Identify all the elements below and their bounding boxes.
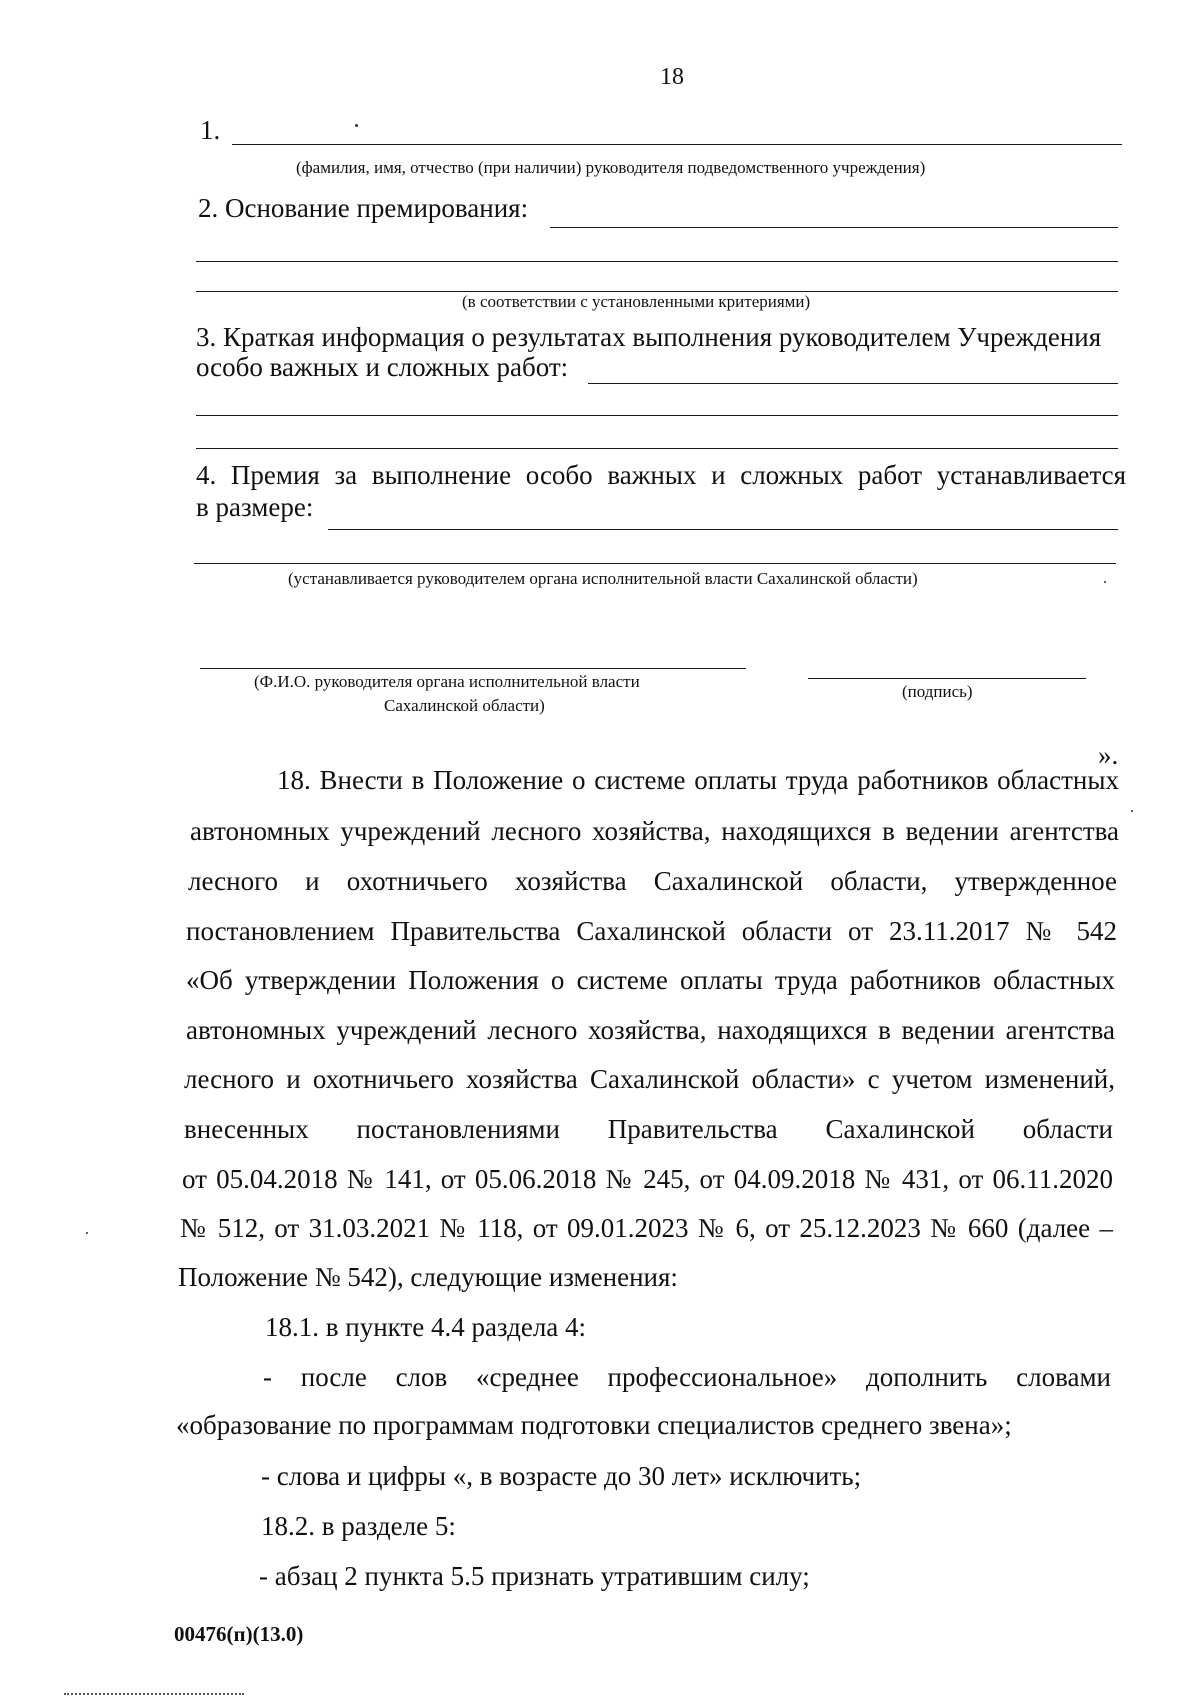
item1-hint: (фамилия, имя, отчество (при наличии) руководителя подведомственного учреждения) — [296, 158, 926, 177]
item4-hint: (устанавливается руководителем органа исполнительной власти Сахалинской области) — [288, 569, 918, 588]
para18-line: лесного и охотничьего хозяйства Сахалинской области» с учетом изменений, — [184, 1064, 1115, 1094]
item-18-2: 18.2. в разделе 5: — [261, 1511, 456, 1541]
para18-line: Положение № 542), следующие изменения: — [178, 1262, 678, 1292]
scan-edge-noise — [64, 1693, 244, 1698]
signature-name-hint-line1: (Ф.И.О. руководителя органа исполнительной власти — [254, 672, 640, 691]
item4-fill-line-2 — [194, 563, 1116, 564]
signature-hint: (подпись) — [902, 682, 973, 701]
item3-fill-line-2 — [196, 415, 1118, 416]
para18-line: постановлением Правительства Сахалинской области от 23.11.2017 № 542 — [186, 916, 1117, 946]
scan-speck — [355, 124, 358, 127]
item2-fill-line-1 — [550, 227, 1118, 228]
signature-name-hint-line2: Сахалинской области) — [384, 696, 545, 715]
page-number: 18 — [660, 64, 684, 90]
item-18-1-a-line2: «образование по программам подготовки специалистов среднего звена»; — [176, 1410, 1012, 1440]
scan-speck — [1131, 810, 1133, 812]
signature-line — [808, 678, 1086, 679]
footer-code: 00476(п)(13.0) — [174, 1622, 304, 1646]
item3-fill-line-3 — [196, 448, 1118, 449]
item3-line2: особо важных и сложных работ: — [196, 352, 569, 382]
item4-fill-line-1 — [328, 529, 1118, 530]
signature-name-line — [200, 668, 746, 669]
item-18-1-a-line1: - после слов «среднее профессиональное» дополнить словами — [263, 1362, 1111, 1392]
scan-speck — [86, 1232, 88, 1234]
item-18-1-b: - слова и цифры «, в возрасте до 30 лет» исключить; — [261, 1461, 862, 1491]
closing-quote: ». — [1098, 740, 1119, 770]
item3-line1: 3. Краткая информация о результатах выполнения руководителем Учреждения — [196, 322, 1102, 352]
item-18-2-a: - абзац 2 пункта 5.5 признать утратившим силу; — [259, 1561, 810, 1591]
item4-line2: в размере: — [196, 492, 314, 522]
para18-line: автономных учреждений лесного хозяйства, находящихся в ведении агентства — [186, 1015, 1115, 1045]
item2-label: 2. Основание премирования: — [198, 193, 529, 223]
para18-line: «Об утверждении Положения о системе оплаты труда работников областных — [186, 965, 1115, 995]
para18-line: № 512, от 31.03.2021 № 118, от 09.01.2023 № 6, от 25.12.2023 № 660 (далее – — [180, 1213, 1113, 1243]
item1-number: 1. — [200, 115, 221, 145]
item2-fill-line-2 — [196, 261, 1118, 262]
item3-fill-line-1 — [588, 383, 1118, 384]
para18-line: автономных учреждений лесного хозяйства, находящихся в ведении агентства — [190, 816, 1119, 846]
para18-line: лесного и охотничьего хозяйства Сахалинской области, утвержденное — [188, 866, 1117, 896]
item4-line1: 4. Премия за выполнение особо важных и сложных работ устанавливается — [196, 460, 1126, 490]
scan-speck — [1104, 581, 1106, 583]
para18-line: 18. Внести в Положение о системе оплаты труда работников областных — [277, 765, 1119, 795]
para18-line: от 05.04.2018 № 141, от 05.06.2018 № 245, от 04.09.2018 № 431, от 06.11.2020 — [182, 1164, 1113, 1194]
item2-hint: (в соответствии с установленными критериями) — [462, 292, 811, 311]
para18-line: внесенных постановлениями Правительства Сахалинской области — [184, 1114, 1113, 1144]
item-18-1: 18.1. в пункте 4.4 раздела 4: — [265, 1312, 587, 1342]
item1-fill-line — [232, 144, 1122, 145]
